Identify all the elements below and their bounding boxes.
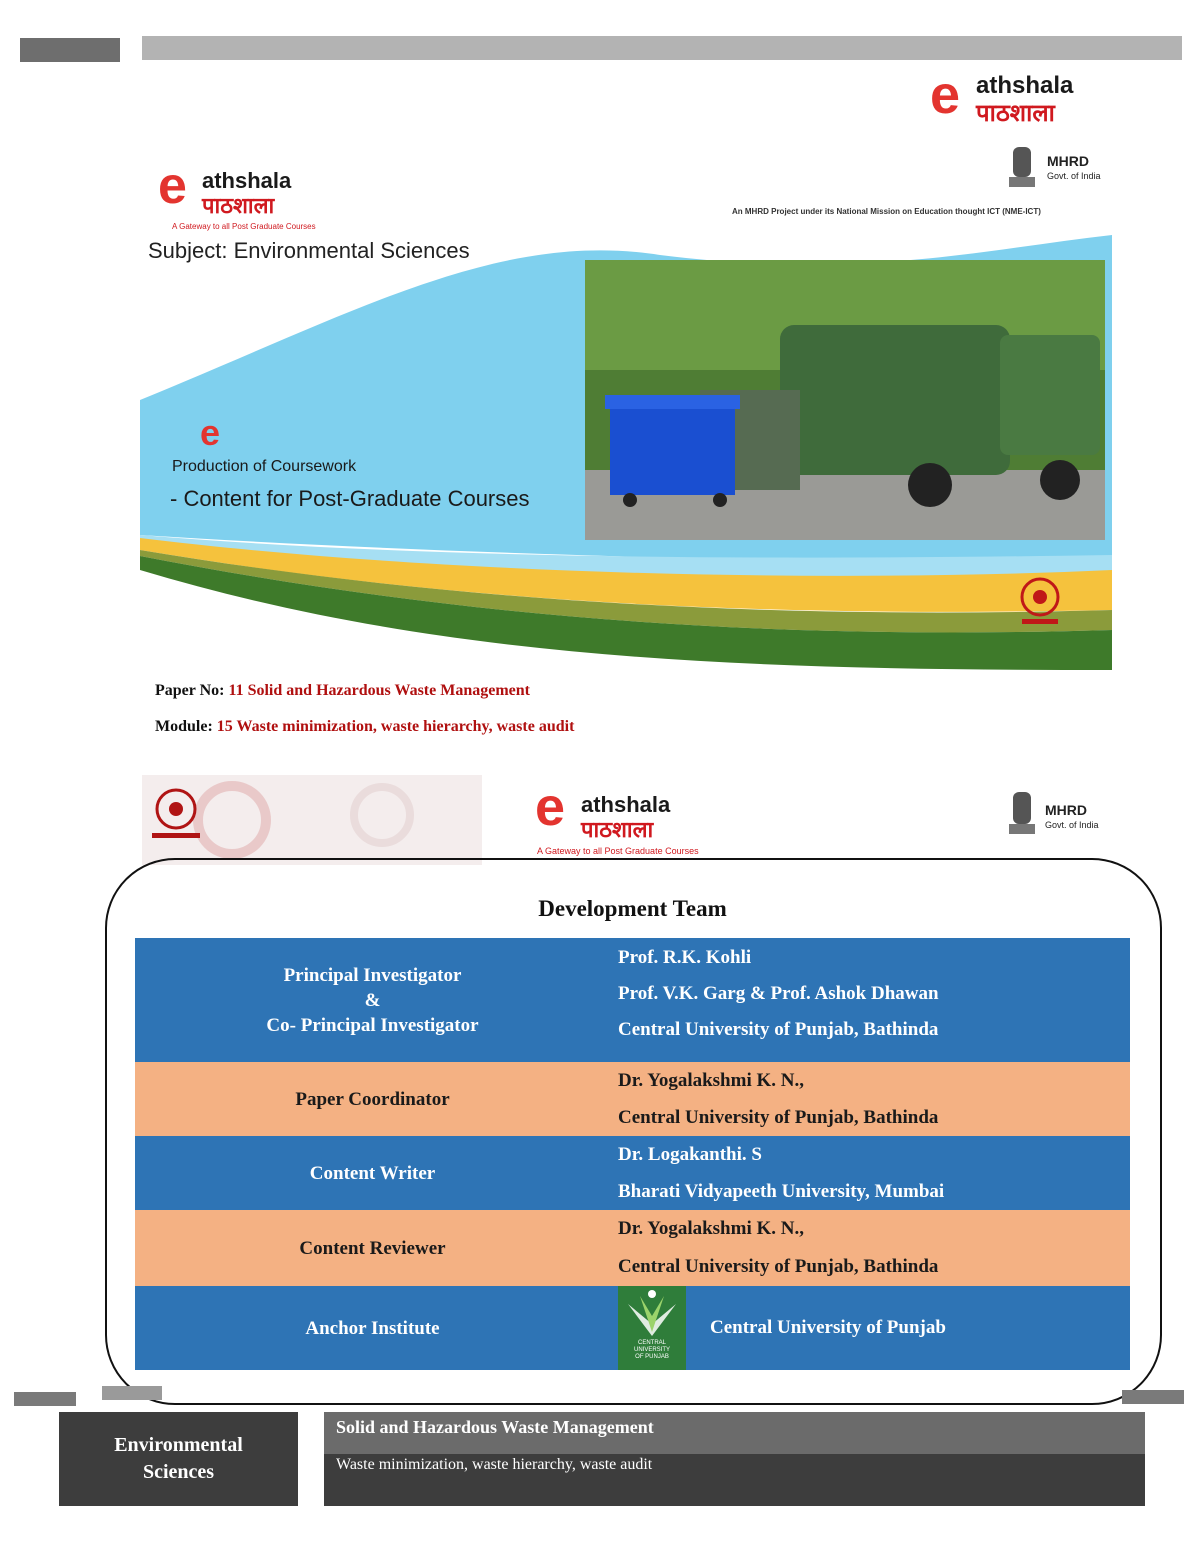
footer-subject-box: Environmental Sciences	[59, 1412, 298, 1506]
production-text: Production of Coursework	[172, 458, 357, 475]
footer-bar-right	[1122, 1390, 1184, 1404]
content-line: - Content for Post-Graduate Courses	[170, 486, 530, 511]
ashoka-emblem-icon	[1005, 145, 1039, 197]
header-bar-right	[142, 36, 1182, 60]
names-cell: Dr. Yogalakshmi K. N., Central University of Punjab, Bathinda	[618, 1069, 939, 1128]
anchor-institute-name: Central University of Punjab	[710, 1317, 946, 1338]
development-team-title: Development Team	[538, 896, 727, 921]
mhrd-emblem-middle: MHRD Govt. of India	[1005, 790, 1115, 850]
role-cell: Paper Coordinator	[295, 1088, 450, 1110]
footer-module-title: Waste minimization, waste hierarchy, waste audit	[336, 1456, 653, 1473]
role-cell: Content Reviewer	[299, 1237, 446, 1259]
header-bar-left	[20, 38, 120, 62]
cup-leaf-icon	[618, 1286, 686, 1342]
logo-e-icon: e	[930, 65, 961, 125]
cup-logo: CENTRAL UNIVERSITY OF PUNJAB	[618, 1286, 686, 1370]
team-row-investigators	[135, 938, 1130, 1062]
footer-paper-title: Solid and Hazardous Waste Management	[324, 1412, 1145, 1454]
project-line: An MHRD Project under its National Mission on Education thought ICT (NME-ICT)	[732, 207, 1041, 216]
module-line: Module: 15 Waste minimization, waste hierarchy, waste audit	[155, 718, 575, 735]
ugc-emblem-icon	[1014, 575, 1066, 631]
team-row-content-reviewer	[135, 1210, 1130, 1286]
team-row-content-writer	[135, 1136, 1130, 1210]
role-cell: Principal Investigator & Co- Principal Investigator	[266, 964, 479, 1036]
names-cell: Dr. Logakanthi. S Bharati Vidyapeeth University, Mumbai	[618, 1143, 945, 1202]
ugc-emblem-icon	[148, 785, 208, 847]
paper-line: Paper No: 11 Solid and Hazardous Waste Management	[155, 682, 530, 699]
role-cell: Content Writer	[309, 1162, 436, 1184]
footer-bar-mid	[102, 1386, 162, 1400]
names-cell: Prof. R.K. Kohli Prof. V.K. Garg & Prof. Ashok Dhawan Central University of Punjab, Bathinda	[618, 947, 939, 1040]
footer-bar-left	[14, 1392, 76, 1406]
team-row-anchor-institute	[135, 1286, 1130, 1370]
logo-e-icon: e	[158, 157, 187, 215]
epathshala-logo-top: e athshala पाठशाला	[930, 65, 1074, 127]
ashoka-emblem-icon	[1005, 790, 1039, 846]
role-cell: Anchor Institute	[305, 1317, 440, 1339]
mhrd-emblem-top: MHRD Govt. of India	[1005, 145, 1115, 205]
epathshala-logo-banner: e athshala पाठशाला A Gateway to all Post Graduate Courses	[158, 157, 316, 231]
footer-paper-box	[324, 1412, 1145, 1506]
logo-e-icon: e	[535, 777, 566, 837]
subject-title: Subject: Environmental Sciences	[148, 238, 470, 263]
epathshala-logo-middle: e athshala पाठशाला A Gateway to all Post Graduate Courses	[535, 777, 699, 856]
team-row-paper-coordinator	[135, 1062, 1130, 1136]
e-logo-icon: e	[200, 412, 221, 453]
names-cell: Dr. Yogalakshmi K. N., Central University of Punjab, Bathinda	[618, 1218, 939, 1277]
